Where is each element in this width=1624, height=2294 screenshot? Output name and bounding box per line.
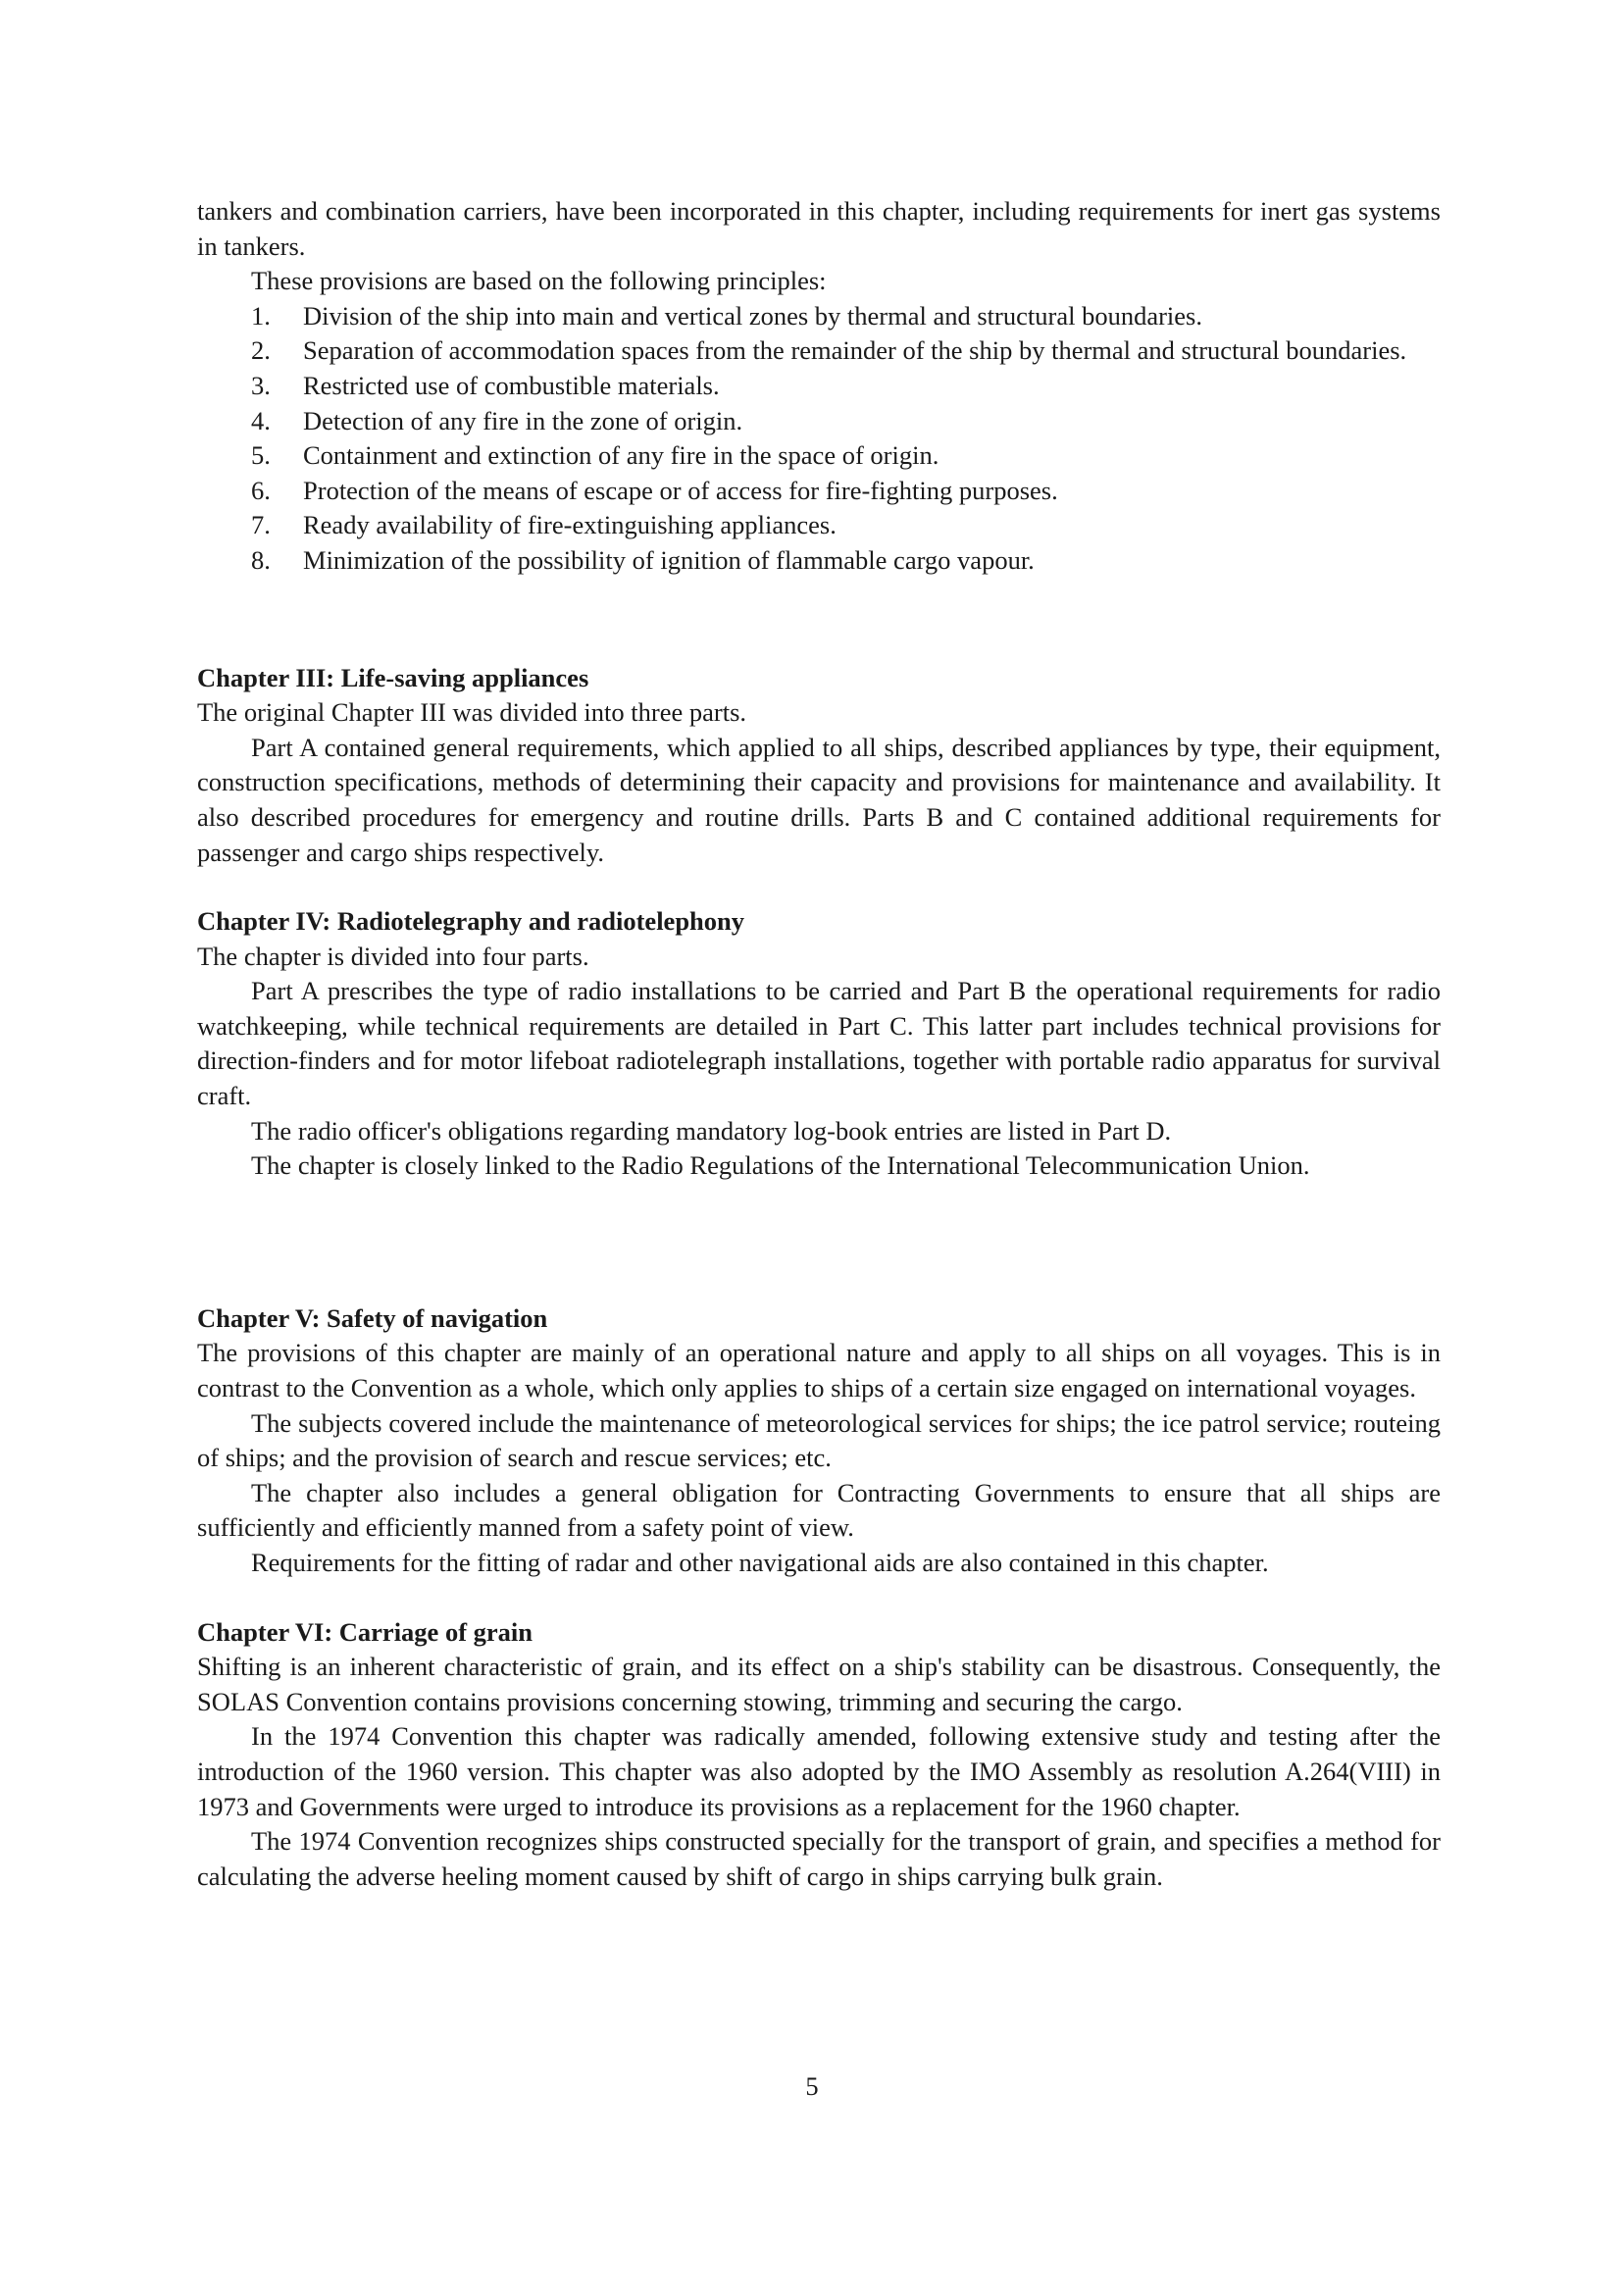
principles-intro: These provisions are based on the following principles: (251, 266, 827, 296)
chapter-5-section (197, 1301, 1441, 1581)
list-item-text: Detection of any fire in the zone of origin. (303, 405, 743, 435)
list-item-text: Division of the ship into main and vertical zones by thermal and structural boundaries. (303, 300, 1202, 331)
chapter-3-paragraph: Part A contained general requirements, which applied to all ships, described appliances by type, their equipment, construction specifications, methods of determining their capacity and provisions for maintenance and availability. It also described procedures for emergency and routine drills. Parts B and C contained additional requirements for passenger and cargo ships respectively. (197, 732, 1441, 867)
list-item-text: Ready availability of fire-extinguishing appliances. (303, 510, 837, 540)
list-item (197, 333, 1441, 369)
list-item (197, 474, 1441, 509)
list-item-text: Restricted use of combustible materials. (303, 370, 720, 400)
chapter-3-paragraph: The original Chapter III was divided into three parts. (197, 697, 747, 728)
chapter-4-paragraph: Part A prescribes the type of radio installations to be carried and Part B the operational requirements for radio watchkeeping, while technical requirements are detailed in Part C. This latter part includes technical provisions for direction-finders and for motor lifeboat radiotelegraph installations, together with portable radio apparatus for survival craft. (197, 976, 1441, 1111)
chapter-6-paragraph: In the 1974 Convention this chapter was radically amended, following extensive study and testing after the introduction of the 1960 version. This chapter was also adopted by the IMO Assembly as resolution A.264(VIII) in 1973 and Governments were urged to introduce its provisions as a replacement for the 1960 chapter. (197, 1721, 1441, 1821)
list-item-number: 2. (251, 335, 271, 366)
chapter-4-section (197, 904, 1441, 1184)
chapter-4-heading: Chapter IV: Radiotelegraphy and radiotelephony (197, 906, 745, 937)
list-item (197, 508, 1441, 543)
document-page (197, 194, 1441, 1894)
chapter-6-paragraph: Shifting is an inherent characteristic of grain, and its effect on a ship's stability can be disastrous. Consequently, the SOLAS Convention contains provisions concerning stowing, trimming and securing the cargo. (197, 1652, 1441, 1716)
list-item-text: Separation of accommodation spaces from the remainder of the ship by thermal and structural boundaries. (303, 335, 1407, 366)
spacer (197, 870, 1441, 904)
page-number: 5 (805, 2071, 819, 2101)
list-item-number: 4. (251, 405, 271, 435)
list-item (197, 438, 1441, 474)
list-item (197, 299, 1441, 334)
list-item-text: Minimization of the possibility of ignition of flammable cargo vapour. (303, 544, 1035, 575)
chapter-4-paragraph: The radio officer's obligations regarding mandatory log-book entries are listed in Part D. (251, 1115, 1172, 1146)
chapter-5-paragraph: The provisions of this chapter are mainly of an operational nature and apply to all ships on all voyages. This is in contrast to the Convention as a whole, which only applies to ships of a certain size engaged on international voyages. (197, 1338, 1441, 1403)
spacer (197, 579, 1441, 661)
list-item-text: Containment and extinction of any fire in the space of origin. (303, 440, 939, 471)
spacer (197, 1184, 1441, 1301)
principles-list (197, 299, 1441, 579)
list-item-number: 3. (251, 370, 271, 400)
chapter-6-paragraph: The 1974 Convention recognizes ships constructed specially for the transport of grain, and specifies a method for calculating the adverse heeling moment caused by shift of cargo in ships carrying bulk grain. (197, 1826, 1441, 1891)
chapter-4-paragraph: The chapter is divided into four parts. (197, 941, 589, 971)
chapter-6-heading: Chapter VI: Carriage of grain (197, 1616, 533, 1647)
list-item-number: 8. (251, 544, 271, 575)
list-item (197, 369, 1441, 404)
chapter-5-paragraph: The chapter also includes a general obligation for Contracting Governments to ensure that all ships are sufficiently and efficiently manned from a safety point of view. (197, 1477, 1441, 1543)
spacer (197, 1581, 1441, 1615)
chapter-5-paragraph: The subjects covered include the maintenance of meteorological services for ships; the ice patrol service; routeing of ships; and the provision of search and rescue services; etc. (197, 1407, 1441, 1473)
chapter-5-heading: Chapter V: Safety of navigation (197, 1302, 548, 1333)
chapter-3-heading: Chapter III: Life-saving appliances (197, 662, 589, 692)
chapter-6-section (197, 1615, 1441, 1895)
intro-paragraph: tankers and combination carriers, have been incorporated in this chapter, including requirements for inert gas systems in tankers. (197, 196, 1441, 261)
chapter-5-paragraph: Requirements for the fitting of radar and other navigational aids are also contained in this chapter. (251, 1548, 1269, 1577)
chapter-3-section (197, 661, 1441, 871)
list-item-number: 1. (251, 300, 271, 331)
chapter-4-paragraph: The chapter is closely linked to the Radio Regulations of the International Telecommunication Union. (251, 1150, 1310, 1181)
list-item-number: 5. (251, 440, 271, 471)
list-item-number: 7. (251, 510, 271, 540)
list-item (197, 404, 1441, 439)
list-item-number: 6. (251, 475, 271, 505)
list-item (197, 543, 1441, 579)
list-item-text: Protection of the means of escape or of access for fire-fighting purposes. (303, 475, 1058, 505)
